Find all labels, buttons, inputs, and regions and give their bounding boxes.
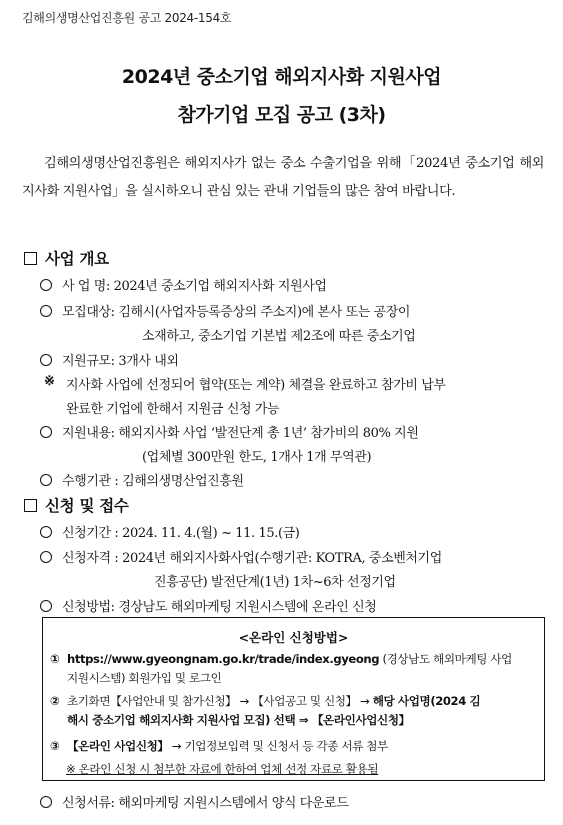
step-text-bold: 【온라인 사업신청】: [67, 739, 169, 753]
circle-bullet-icon: [40, 551, 52, 563]
step-number: ②: [50, 694, 60, 708]
list-item-text: 신청자격 : 2024년 해외지사화사업(수행기관: KOTRA, 중소벤처기업: [62, 551, 442, 566]
step-number: ③: [50, 739, 60, 753]
section-heading-application: [24, 494, 129, 516]
online-box-title: <온라인 신청방법>: [238, 630, 349, 645]
list-item: [40, 301, 410, 320]
square-bullet-icon: [24, 499, 37, 512]
step-number: ①: [50, 652, 60, 666]
step-text: 초기화면【사업안내 및 참가신청】 → 【사업공고 및 신청】 →: [67, 694, 373, 708]
section-heading-overview: [24, 247, 109, 269]
circle-bullet-icon: [40, 796, 52, 808]
list-item: [40, 547, 442, 566]
circle-bullet-icon: [40, 279, 52, 291]
notice-number: 김해의생명산업진흥원 공고 2024-154호: [22, 11, 232, 25]
online-step-3: [50, 737, 540, 756]
list-item-text: 지원규모: 3개사 내외: [62, 354, 179, 369]
online-step-2: [50, 692, 540, 730]
list-item-continuation: 진흥공단) 발전단계(1년) 1차~6차 선정기업: [154, 575, 396, 590]
page-title-line1: 2024년 중소기업 해외지사화 지원사업: [121, 66, 442, 88]
reference-mark: ※: [44, 374, 55, 389]
list-item: [40, 350, 179, 369]
list-item-continuation: 소재하고, 중소기업 기본법 제2조에 따른 중소기업: [142, 329, 416, 344]
list-item: [40, 470, 244, 489]
note-text: 지사화 사업에 선정되어 협약(또는 계약) 체결을 완료하고 참가비 납부: [66, 378, 446, 393]
list-item-text: 지원내용: 해외지사화 사업 ‘발전단계 총 1년’ 참가비의 80% 지원: [62, 426, 419, 441]
online-step-1: [50, 650, 540, 688]
list-item: [40, 275, 327, 294]
circle-bullet-icon: [40, 305, 52, 317]
list-item-text: 모집대상: 김해시(사업자등록증상의 주소지)에 본사 또는 공장이: [62, 305, 411, 320]
list-item-text: 신청기간 : 2024. 11. 4.(월) ~ 11. 15.(금): [62, 526, 300, 541]
intro-paragraph: [22, 150, 544, 206]
list-item: [40, 596, 376, 615]
list-item: [40, 792, 348, 811]
trade-site-link[interactable]: https://www.gyeongnam.go.kr/trade/index.gyeong: [67, 652, 380, 666]
circle-bullet-icon: [40, 526, 52, 538]
step-text: (경상남도 해외마케팅 사업: [379, 652, 512, 666]
section-heading-text: 신청 및 접수: [45, 497, 129, 515]
list-item: [40, 422, 419, 441]
list-item-text: 사 업 명: 2024년 중소기업 해외지사화 지원사업: [62, 279, 327, 294]
list-item-text: 신청서류: 해외마케팅 지원시스템에서 양식 다운로드: [62, 796, 349, 811]
list-item-continuation: (업체별 300만원 한도, 1개사 1개 무역관): [142, 450, 372, 465]
step-text-bold: 해당 사업명(2024 김: [372, 694, 481, 708]
intro-text: 김해의생명산업진흥원은 해외지사가 없는 중소 수출기업을 위해「2024년 중소기업 해외지사화 지원사업」을 실시하오니 관심 있는 관내 기업들의 많은 참여 바랍니다.: [22, 156, 544, 199]
online-note: ※ 온라인 신청 시 첨부한 자료에 한하여 업체 선정 자료로 활용됨: [66, 762, 379, 776]
step-text-continuation: 해시 중소기업 해외지사화 지원사업 모집) 선택 ⇒ 【온라인사업신청】: [67, 713, 410, 727]
step-text-continuation: 지원시스템) 회원가입 및 로그인: [67, 671, 222, 685]
note-text-continuation: 완료한 기업에 한해서 지원금 신청 가능: [66, 402, 280, 417]
list-item-text: 수행기관 : 김해의생명산업진흥원: [62, 474, 244, 489]
step-text: → 기업정보입력 및 신청서 등 각종 서류 첨부: [168, 739, 388, 753]
circle-bullet-icon: [40, 600, 52, 612]
list-item: [40, 522, 299, 541]
square-bullet-icon: [24, 252, 37, 265]
list-item-text: 신청방법: 경상남도 해외마케팅 지원시스템에 온라인 신청: [62, 600, 377, 615]
circle-bullet-icon: [40, 354, 52, 366]
circle-bullet-icon: [40, 426, 52, 438]
section-heading-text: 사업 개요: [45, 250, 109, 268]
page-title-line2: 참가기업 모집 공고 (3차): [177, 104, 386, 126]
circle-bullet-icon: [40, 474, 52, 486]
